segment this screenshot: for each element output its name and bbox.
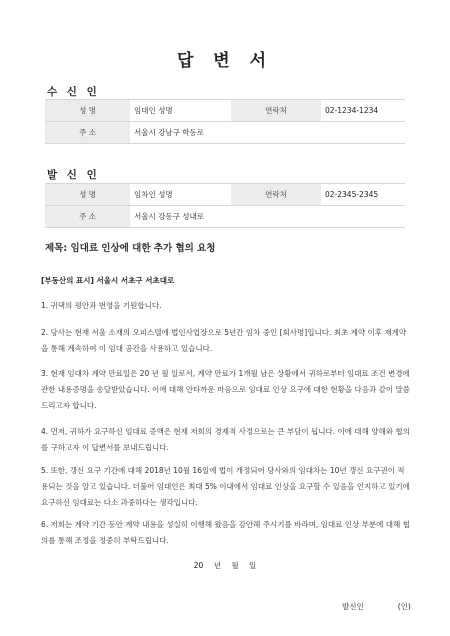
sender-address: 서울시 강동구 성내로	[130, 206, 405, 228]
signature-line	[342, 601, 411, 612]
paragraph-number: 6.	[41, 520, 49, 529]
paragraph-number: 2.	[41, 328, 49, 337]
paragraph-text: 또한, 갱신 요구 기간에 대해 2018년 10월 16일에 법이 개정되어 당사와의 임대차는 10년 갱신 요구권이 적용되는 것을 알고 있습니다. 더불어 임대인은 최대 5% 이내에서 임대료 인상을 요구할 수 있음을 인지하고 있기에 요구하신 임대료는 다소 과중하다는 생각입니다.	[41, 466, 410, 507]
paragraph-text: 당사는 현재 서울 소재의 오피스텔에 법인사업장으로 5년간 임차 중인 [회사명]입니다. 최초 계약 이후 재계약을 통해 계속하여 이 임대 공간을 사용하고 있습니다.	[41, 328, 407, 353]
recipient-name: 임대인 성명	[130, 100, 231, 122]
property-description: [부동산의 표시] 서울시 서초구 서초대로	[41, 276, 175, 285]
sender-heading: 발 신 인	[47, 169, 100, 181]
seal-mark: (인)	[397, 602, 411, 611]
paragraph-text: 현재 임대차 계약 만료일은 20 년 월 일로서, 계약 만료가 1개월 남은 상황에서 귀하로부터 임대료 조건 변경에 관한 내용증명을 송달받았습니다. 이에 대해 안타까운 마음으로 임대료 인상 요구에 대한 현황을 다음과 같이 말씀드리고자 합니다.	[41, 369, 411, 410]
name-label: 성 명	[45, 100, 130, 122]
paragraph-text: 귀댁의 평안과 번영을 기원합니다.	[50, 301, 162, 310]
subject-line: 제목: 임대료 인상에 대한 추가 협의 요청	[45, 243, 216, 254]
recipient-heading: 수 신 인	[47, 86, 100, 98]
paragraph-1	[41, 298, 411, 314]
sender-contact: 02-2345-2345	[321, 184, 405, 206]
contact-label: 연락처	[231, 100, 321, 122]
paragraph-2	[41, 325, 411, 357]
table-row	[45, 100, 405, 122]
paragraph-number: 3.	[41, 369, 49, 378]
document-title: 답 변 서	[176, 51, 274, 71]
name-label: 성 명	[45, 184, 130, 206]
address-label: 주 소	[45, 122, 130, 144]
signature-label: 발신인	[342, 602, 364, 611]
recipient-contact: 02-1234-1234	[321, 100, 405, 122]
paragraph-4	[41, 424, 411, 456]
contact-label: 연락처	[231, 184, 321, 206]
recipient-table	[45, 99, 405, 144]
recipient-address: 서울시 강남구 학동로	[130, 122, 405, 144]
sender-table	[45, 183, 405, 228]
sender-name: 임차인 성명	[130, 184, 231, 206]
paragraph-text: 저희는 계약 기간 동안 계약 내용을 성실히 이행해 왔음을 감안해 주시기를 바라며, 임대료 인상 부분에 대해 협의를 통해 조정을 정중히 부탁드립니다.	[41, 520, 410, 545]
paragraph-6	[41, 517, 411, 549]
table-row	[45, 184, 405, 206]
table-row	[45, 206, 405, 228]
address-label: 주 소	[45, 206, 130, 228]
paragraph-number: 4.	[41, 427, 49, 436]
table-row	[45, 122, 405, 144]
paragraph-3	[41, 366, 411, 414]
paragraph-5	[41, 463, 411, 511]
paragraph-number: 5.	[41, 466, 49, 475]
date-line: 20 년 월 일	[193, 561, 257, 570]
paragraph-number: 1.	[41, 301, 49, 310]
paragraph-text: 먼저, 귀하가 요구하신 임대료 증액은 현재 저희의 경제적 사정으로는 큰 부담이 됩니다. 이에 대해 양해와 협의를 구하고자 이 답변서를 보내드립니다.	[41, 427, 410, 452]
